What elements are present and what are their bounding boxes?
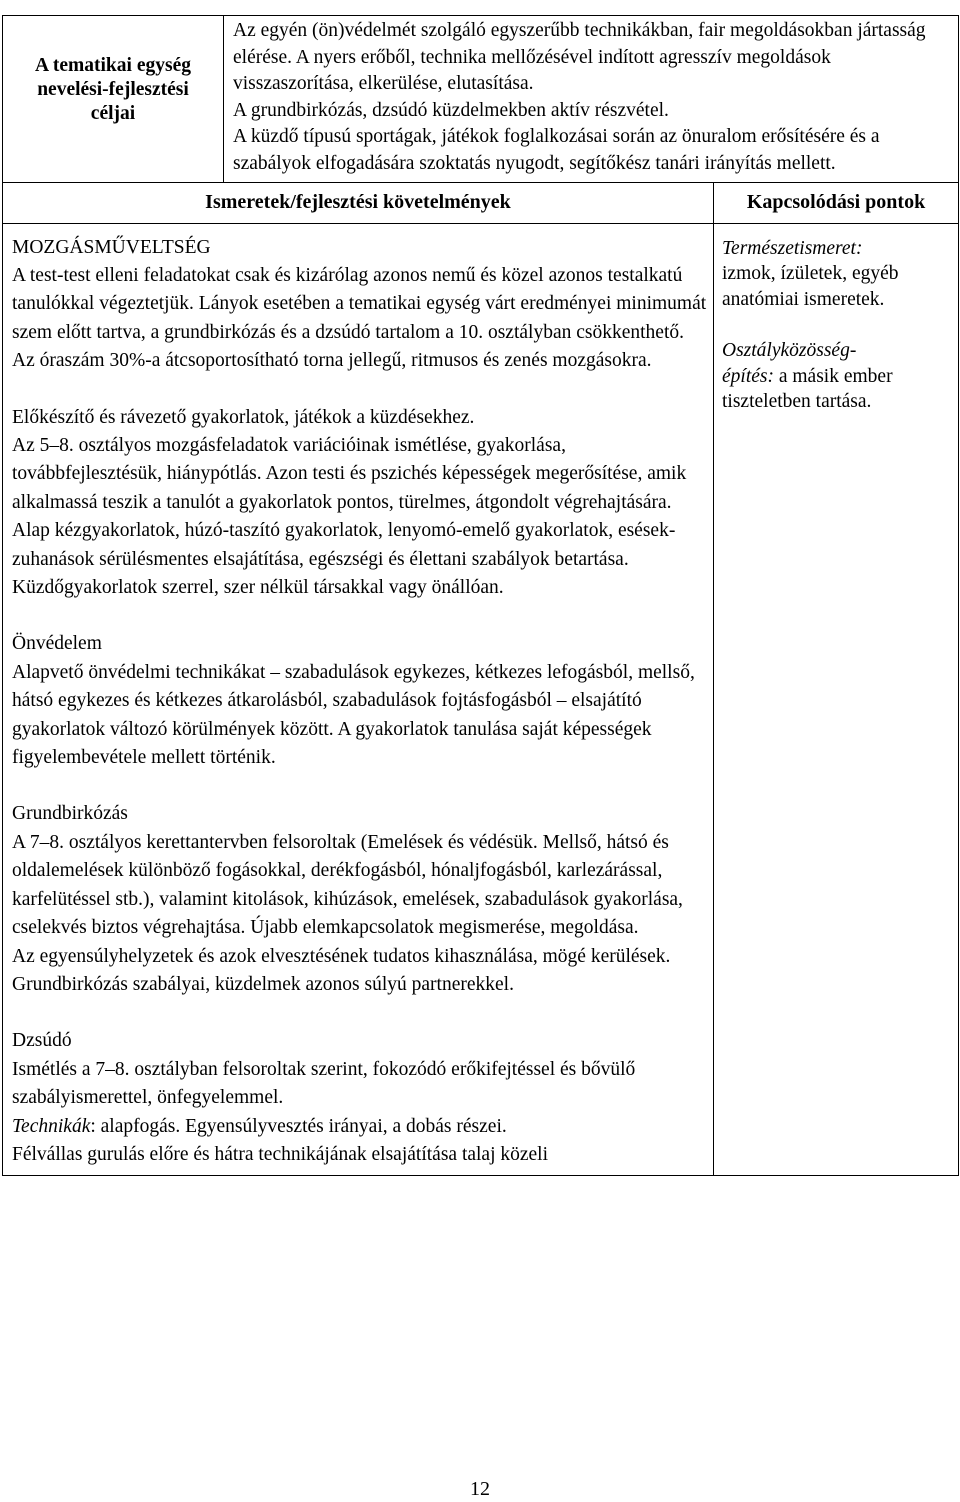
prep-line-3: Alap kézgyakorlatok, húzó-taszító gyakorlatok, lenyomó-emelő gyakorlatok, esések-zuhanások sérülésmentes elsajátítása, egészségi és élettani szabályok betartása. <box>12 520 676 570</box>
grundbirkozas-text-1: A 7–8. osztályos kerettantervben felsoroltak (Emelések és védésük. Mellső, hátsó és oldalemelések különböző fogásokkal, derékfogásból, hónaljfogásból, karlezárással, karfelütéssel stb.), valamint kitolások, kihúzások, emelések, szabadulások gyakorlása, cselekvés biztos végrehajtása. Újabb elemkapcsolatok megismerése, megoldása. <box>12 831 683 939</box>
header-connections: Kapcsolódási pontok <box>714 182 959 223</box>
goals-text-cell <box>224 16 959 183</box>
grundbirkozas-title: Grundbirkózás <box>12 803 128 825</box>
connection-block-1 <box>722 236 952 313</box>
connection-2-label-line-2: építés: <box>722 365 774 387</box>
goals-row <box>3 16 959 183</box>
judo-text: Ismétlés a 7–8. osztályban felsoroltak szerint, fokozódó erőkifejtéssel és bővülő szabályismerettel, önfegyelemmel. <box>12 1058 636 1109</box>
self-defense-text: Alapvető önvédelmi technikákat – szabadulások egykezes, kétkezes lefogásból, mellső, hátsó egykezes és kétkezes átkarolásból, szabadulások fojtásfogásból – elsajátító gyakorlatok változó körülmények között. A gyakorlatok tanulása saját képességek figyelembevétele mellett történik. <box>12 661 695 769</box>
connection-1-text: izmok, ízületek, egyéb anatómiai ismeretek. <box>722 263 899 310</box>
content-row <box>3 223 959 1176</box>
goal-paragraph-1: Az egyén (ön)védelmét szolgáló egyszerűbb technikákban, fair megoldásokban jártasság elérése. A nyers erőből, technika mellőzésével indított agresszív megoldások visszaszorítása, elkerülése, elutasítása. <box>233 20 926 95</box>
prep-line-4: Küzdőgyakorlatok szerrel, szer nélkül társakkal vagy önállóan. <box>12 577 504 599</box>
intro-title: MOZGÁSMŰVELTSÉG <box>12 236 211 258</box>
goals-label-line-3: céljai <box>90 103 136 124</box>
requirements-cell <box>3 223 714 1176</box>
goals-label-cell <box>3 16 224 183</box>
header-requirements: Ismeretek/fejlesztési követelmények <box>3 182 714 223</box>
page-number: 12 <box>470 1478 490 1500</box>
header-row <box>3 182 959 223</box>
judo-techniques <box>12 1113 707 1141</box>
prep-line-2: Az 5–8. osztályos mozgásfeladatok variációinak ismétlése, gyakorlása, továbbfejlesztésük, hiánypótlás. Azon testi és pszichés képességek megerősítése, amik alkalmassá teszik a tanulót a gyakorlatok pontos, türelmes, átgondolt végrehajtására. <box>12 435 687 513</box>
self-defense-title: Önvédelem <box>12 633 102 655</box>
judo-techniques-label: Technikák <box>12 1115 91 1137</box>
connection-2-text: a másik ember tiszteletben tartása. <box>722 365 893 413</box>
judo-techniques-text: : alapfogás. Egyensúlyvesztés irányai, a dobás részei. <box>90 1115 507 1137</box>
goals-label-line-1: A tematikai egység <box>35 55 191 76</box>
prep-line-1: Előkészítő és rávezető gyakorlatok, játékok a küzdésekhez. <box>12 406 475 428</box>
goal-paragraph-3: A küzdő típusú sportágak, játékok foglalkozásai során az önuralom erősítésére és a szabályok elfogadására szoktatás nyugodt, segítőkész tanári irányítás mellett. <box>233 126 880 174</box>
judo-title: Dzsúdó <box>12 1030 72 1052</box>
curriculum-table <box>2 15 959 1176</box>
connection-1-label: Természetismeret: <box>722 237 863 259</box>
goals-label-line-2: nevelési-fejlesztési <box>37 79 189 100</box>
intro-text-2: Az óraszám 30%-a átcsoportosítható torna jellegű, ritmusos és zenés mozgásokra. <box>12 350 652 372</box>
connection-2-line <box>722 364 952 415</box>
grundbirkozas-text-2: Az egyensúlyhelyzetek és azok elvesztésének tudatos kihasználása, mögé kerülések. Grundbirkózás szabályai, küzdelmek azonos súlyú partnerekkel. <box>12 945 671 995</box>
connection-2-label-line-1: Osztályközösség- <box>722 340 857 362</box>
judo-last-line: Félvállas gurulás előre és hátra technikájának elsajátítása talaj közeli <box>12 1143 549 1165</box>
goal-paragraph-2: A grundbirkózás, dzsúdó küzdelmekben aktív részvétel. <box>233 99 669 121</box>
connection-block-2 <box>722 338 952 415</box>
connections-cell <box>714 223 959 1176</box>
intro-text: A test-test elleni feladatokat csak és kizárólag azonos nemű és közel azonos testalkatú tanulókkal végeztetjük. Lányok esetében a tematikai egység várt eredményei minimumát szem előtt tartva, a grundbirkózás és a dzsúdó tartalom a 10. osztályban csökkenthető. <box>12 264 707 343</box>
